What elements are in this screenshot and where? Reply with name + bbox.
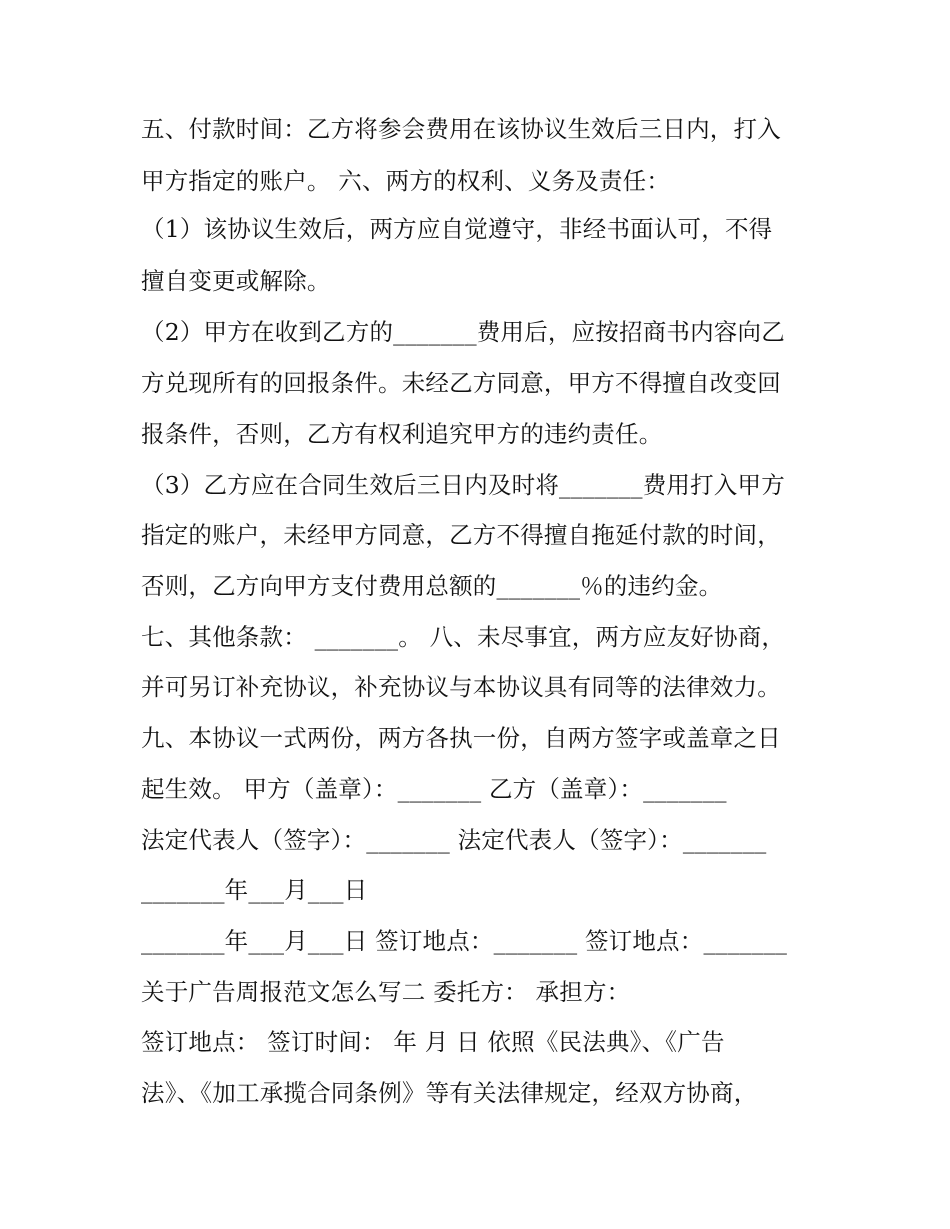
section-heading: 关于广告周报范文怎么写二 委托方： 承担方： <box>141 978 631 1006</box>
text-line: （1）该协议生效后，两方应自觉遵守，非经书面认可，不得 <box>141 215 773 243</box>
text-line: 法》、《加工承揽合同条例》等有关法律规定，经双方协商， <box>141 1079 758 1107</box>
signature-line: 法定代表人（签字）：_______ 法定代表人（签字）：_______ <box>141 826 767 854</box>
text-line: 签订地点： 签订时间： 年 月 日 依照《民法典》、《广告 <box>141 1028 725 1056</box>
text-line: 并可另订补充协议，补充协议与本协议具有同等的法律效力。 <box>141 673 781 701</box>
date-line: _______年___月___日 签订地点：_______ 签订地点：_______ <box>141 927 788 955</box>
text-line: 报条件，否则，乙方有权利追究甲方的违约责任。 <box>141 420 663 448</box>
text-line: 七、其他条款： _______。 八、未尽事宜，两方应友好协商， <box>141 623 786 651</box>
text-line: 否则，乙方向甲方支付费用总额的_______％的违约金。 <box>141 572 723 600</box>
text-line: 五、付款时间：乙方将参会费用在该协议生效后三日内，打入 <box>141 115 781 143</box>
text-line: 擅自变更或解除。 <box>141 267 331 295</box>
signature-line: 起生效。 甲方（盖章）：_______ 乙方（盖章）：_______ <box>141 775 727 803</box>
text-line: （3）乙方应在合同生效后三日内及时将_______费用打入甲方 <box>141 471 785 499</box>
text-line: （2）甲方在收到乙方的_______费用后，应按招商书内容向乙 <box>141 318 785 346</box>
text-line: 九、本协议一式两份，两方各执一份，自两方签字或盖章之日 <box>141 724 781 752</box>
text-line: 甲方指定的账户。 六、两方的权利、义务及责任： <box>141 167 671 195</box>
date-line: _______年___月___日 <box>141 876 368 904</box>
text-line: 指定的账户，未经甲方同意，乙方不得擅自拖延付款的时间， <box>141 521 781 549</box>
text-line: 方兑现所有的回报条件。未经乙方同意，甲方不得擅自改变回 <box>141 369 781 397</box>
